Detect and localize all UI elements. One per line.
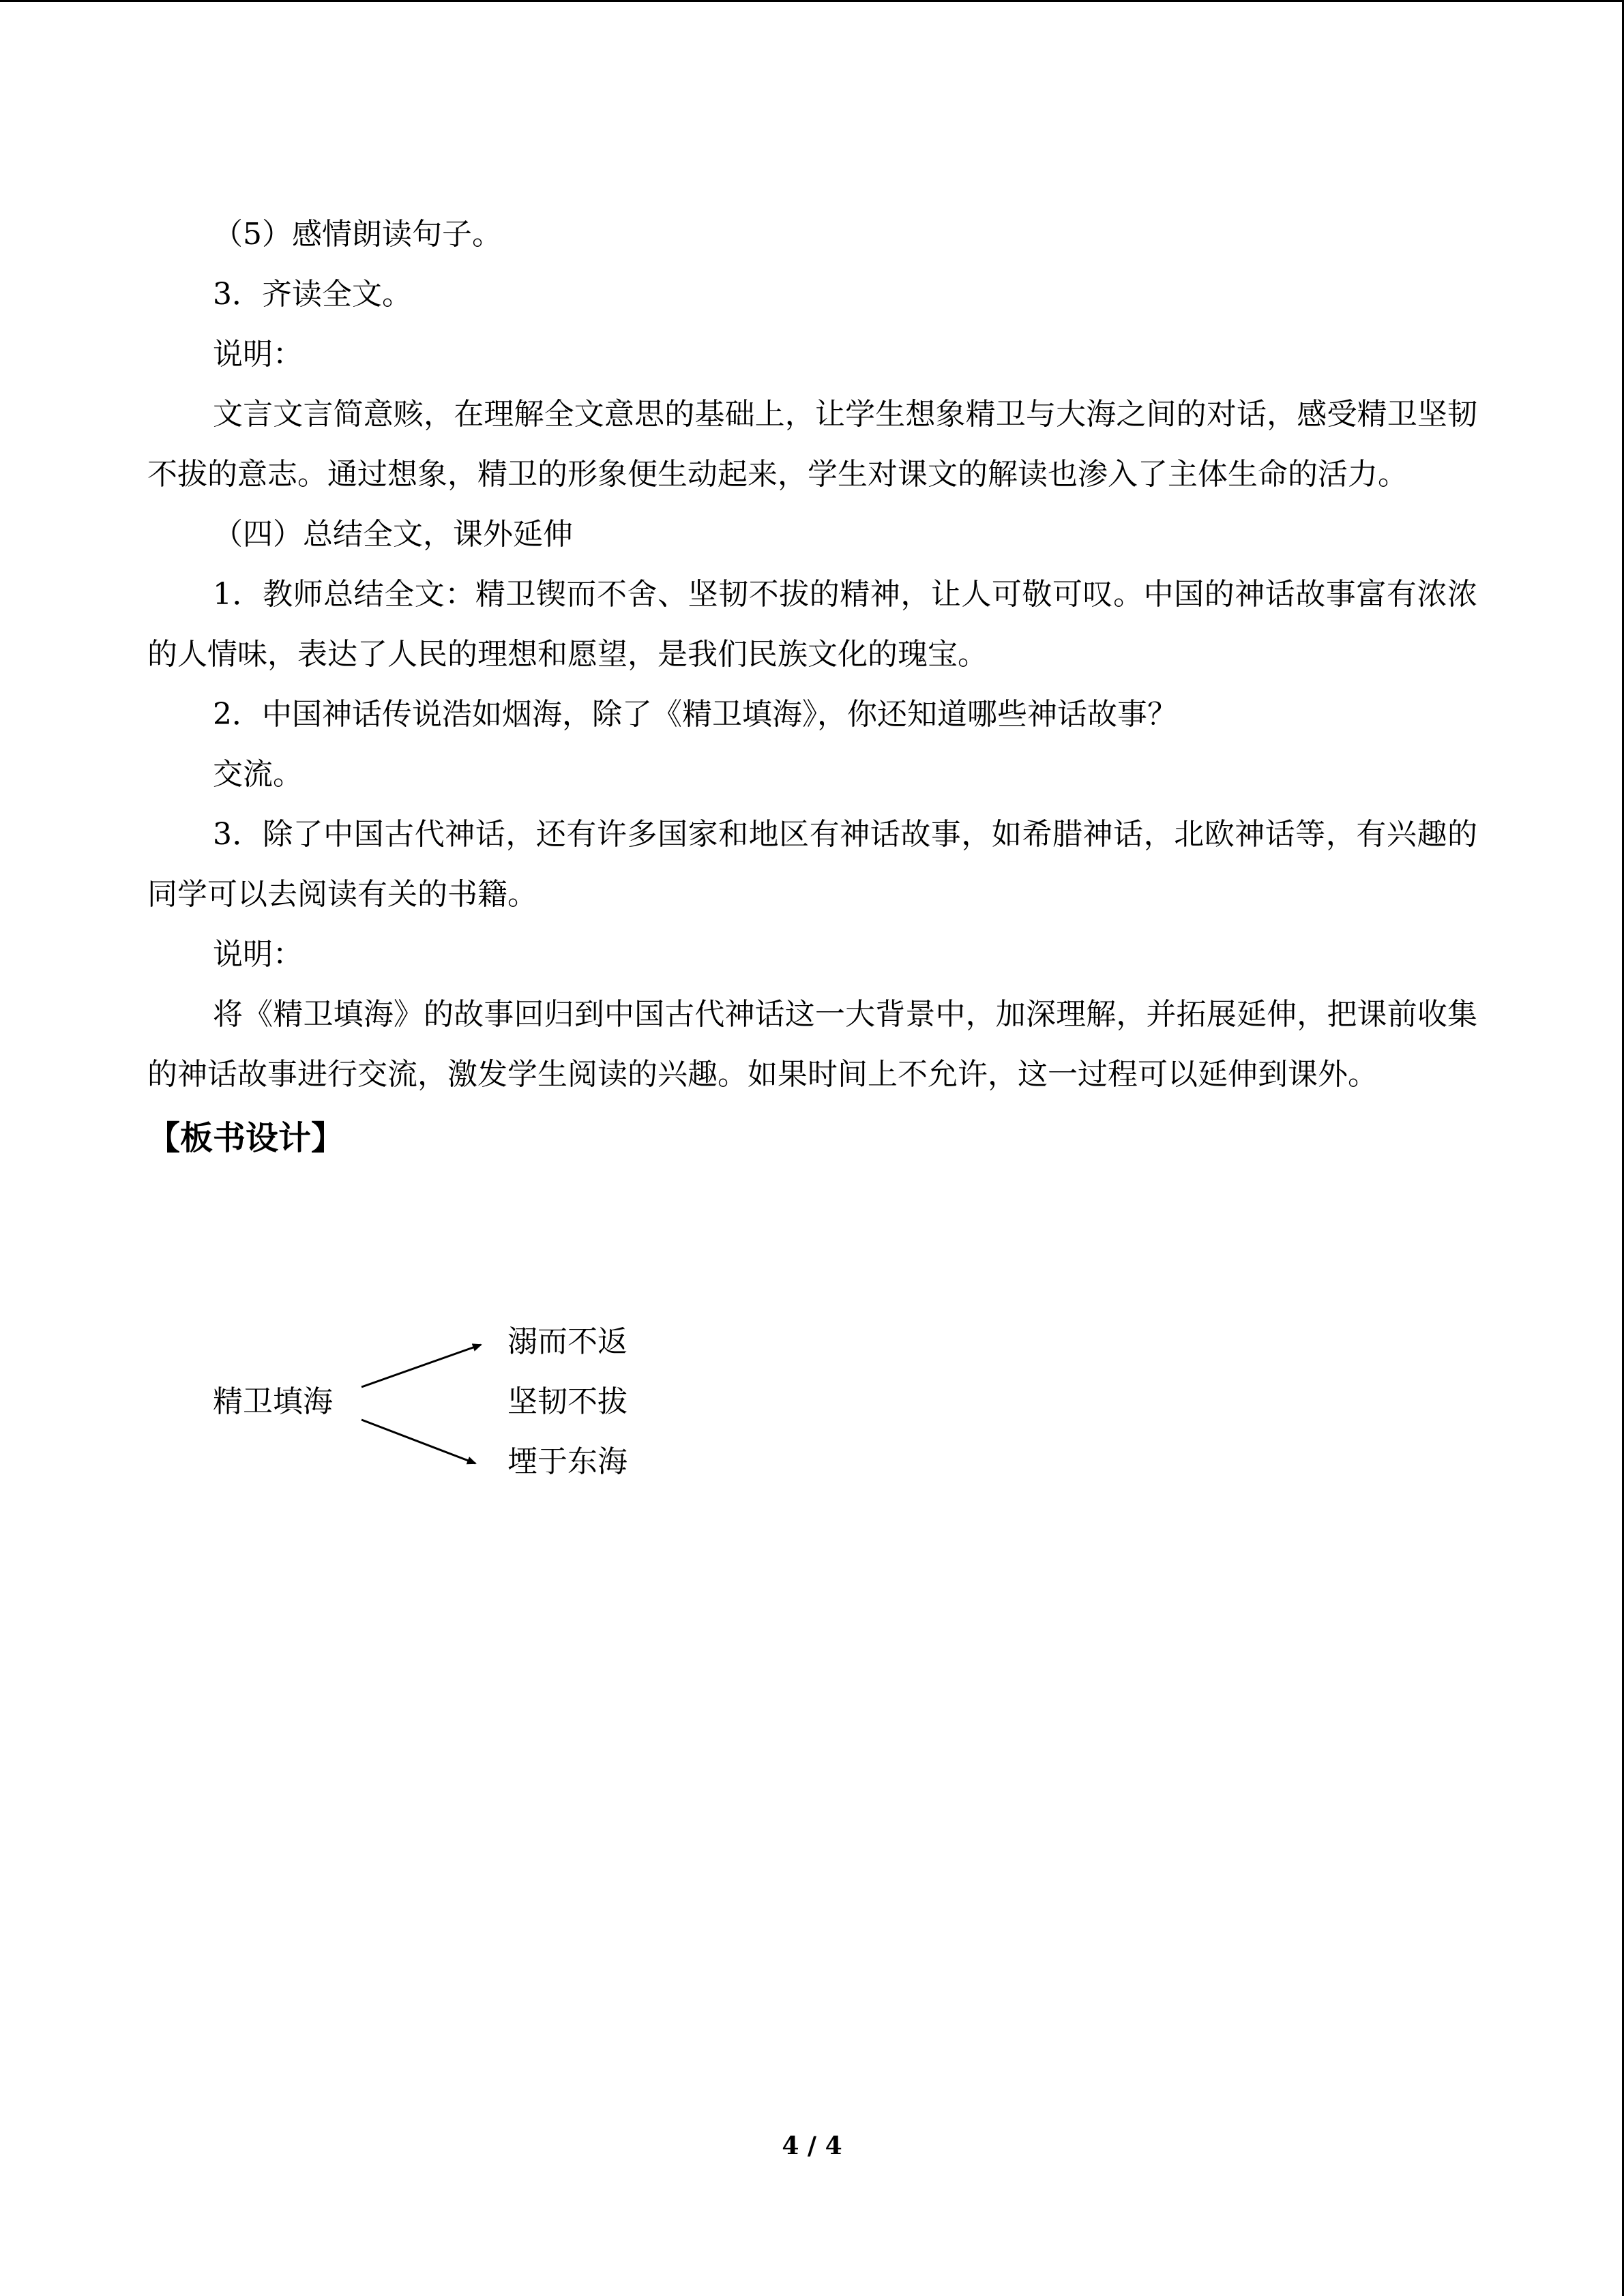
board-design-diagram [0, 1296, 1624, 1500]
board-branch-1: 溺而不返 [507, 1324, 628, 1359]
board-branch-3: 堙于东海 [507, 1444, 628, 1479]
paragraph: 3．齐读全文。 [213, 277, 412, 312]
board-center-text: 精卫填海 [213, 1384, 333, 1419]
arrow-up [361, 1345, 481, 1387]
paragraph: 文言文言简意赅，在理解全文意思的基础上，让学生想象精卫与大海之间的对话，感受精卫坚韧不拔的意志。通过想象，精卫的形象便生动起来，学生对课文的解读也渗入了主体生命的活力。 [147, 397, 1477, 492]
document-body [147, 205, 1477, 1169]
paragraph: 3．除了中国古代神话，还有许多国家和地区有神话故事，如希腊神话，北欧神话等，有兴趣的同学可以去阅读有关的书籍。 [147, 817, 1477, 912]
paragraph: 交流。 [213, 757, 303, 792]
paragraph: 将《精卫填海》的故事回归到中国古代神话这一大背景中，加深理解，并拓展延伸，把课前收集的神话故事进行交流，激发学生阅读的兴趣。如果时间上不允许，这一过程可以延伸到课外。 [147, 997, 1477, 1092]
arrow-down [361, 1420, 475, 1463]
board-branch-2: 坚韧不拔 [507, 1384, 628, 1419]
page-number: 4 / 4 [782, 2132, 842, 2160]
paragraph: 1．教师总结全文：精卫锲而不舍、坚韧不拔的精神，让人可敬可叹。中国的神话故事富有浓浓的人情味，表达了人民的理想和愿望，是我们民族文化的瑰宝。 [147, 577, 1477, 672]
paragraph: 说明： [213, 937, 303, 972]
board-design-heading: 【板书设计】 [147, 1119, 344, 1157]
paragraph: （5）感情朗读句子。 [213, 217, 502, 252]
paragraph: 2．中国神话传说浩如烟海，除了《精卫填海》，你还知道哪些神话故事？ [213, 697, 1177, 732]
paragraph: 说明： [213, 337, 303, 372]
section-heading: （四）总结全文，课外延伸 [213, 517, 573, 552]
